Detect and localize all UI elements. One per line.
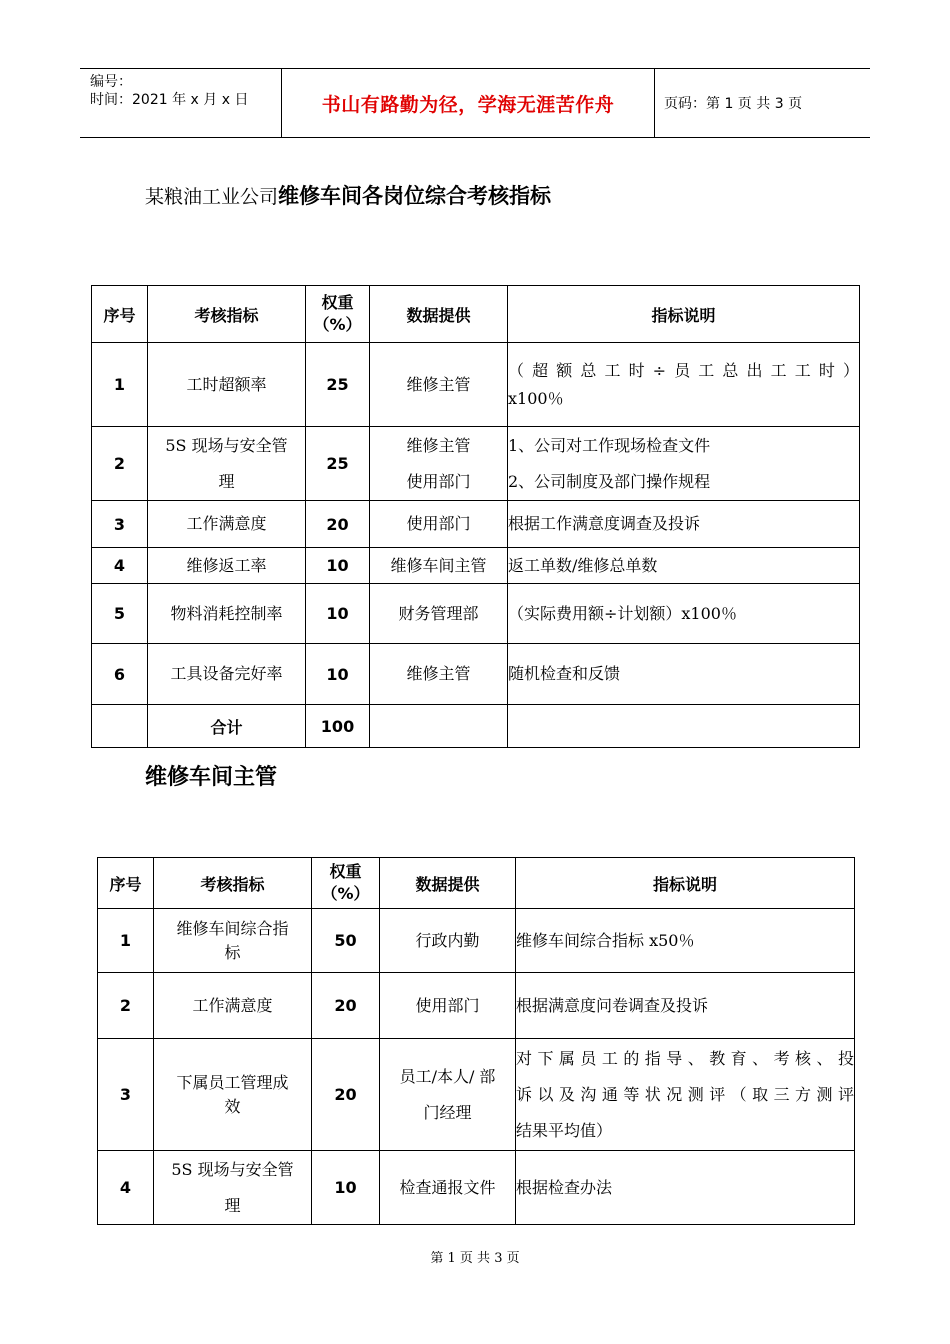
total-empty-cell	[92, 705, 148, 748]
row-provider: 维修主管	[370, 343, 508, 427]
desc-line: 对下属员工的指导、教育、考核、投	[516, 1048, 854, 1068]
row-index: 物料消耗控制率	[148, 584, 306, 644]
col-header-provider: 数据提供	[370, 286, 508, 343]
row-no: 4	[92, 548, 148, 584]
col-header-index: 考核指标	[154, 858, 312, 909]
table-row	[98, 1039, 855, 1151]
row-index	[154, 1039, 312, 1151]
row-provider	[380, 1039, 516, 1151]
index-line: 5S 现场与安全管	[165, 435, 288, 455]
index-line: 下属员工管理成	[176, 1072, 289, 1092]
row-provider: 维修主管	[370, 644, 508, 705]
row-no: 3	[92, 501, 148, 548]
document-title	[145, 180, 551, 210]
title-prefix: 某粮油工业公司	[145, 186, 279, 208]
table-row	[98, 1151, 855, 1225]
row-desc: 随机检查和反馈	[508, 644, 860, 705]
table-row	[98, 909, 855, 973]
table-row	[92, 427, 860, 501]
row-desc: 根据工作满意度调查及投诉	[508, 501, 860, 548]
total-weight: 100	[306, 705, 370, 748]
col-header-weight: 权重 （%）	[312, 858, 380, 909]
row-provider: 财务管理部	[370, 584, 508, 644]
row-weight: 20	[306, 501, 370, 548]
provider-line: 维修主管	[406, 435, 471, 455]
row-index: 工具设备完好率	[148, 644, 306, 705]
desc-line: （超额总工时÷员工总出工工时）	[508, 360, 859, 380]
row-weight: 10	[306, 584, 370, 644]
row-index	[154, 909, 312, 973]
row-no: 5	[92, 584, 148, 644]
row-desc: 根据检查办法	[516, 1151, 855, 1225]
total-row	[92, 705, 860, 748]
row-desc	[508, 427, 860, 501]
row-provider: 检查通报文件	[380, 1151, 516, 1225]
table-row	[98, 973, 855, 1039]
page-header	[80, 68, 870, 138]
section-title: 维修车间主管	[145, 765, 278, 790]
col-header-desc: 指标说明	[516, 858, 855, 909]
row-no: 4	[98, 1151, 154, 1225]
table-row	[92, 501, 860, 548]
row-desc: 根据满意度问卷调查及投诉	[516, 973, 855, 1039]
row-no: 2	[92, 427, 148, 501]
desc-line: 诉以及沟通等状况测评（取三方测评	[516, 1084, 854, 1104]
col-header-no: 序号	[98, 858, 154, 909]
title-main: 维修车间各岗位综合考核指标	[278, 184, 552, 208]
total-label: 合计	[148, 705, 306, 748]
index-line: 效	[224, 1096, 241, 1116]
provider-line: 使用部门	[406, 471, 471, 491]
row-provider: 行政内勤	[380, 909, 516, 973]
table-row	[92, 343, 860, 427]
table-row	[92, 548, 860, 584]
row-index: 工作满意度	[148, 501, 306, 548]
desc-line: 2、公司制度及部门操作规程	[508, 471, 711, 491]
total-empty-cell	[508, 705, 860, 748]
desc-line: 结果平均值）	[516, 1120, 613, 1140]
table-row	[92, 584, 860, 644]
assessment-table-2	[97, 857, 855, 1225]
index-line: 标	[224, 942, 241, 962]
row-weight: 10	[306, 644, 370, 705]
desc-line: x100％	[508, 388, 564, 408]
col-header-index: 考核指标	[148, 286, 306, 343]
number-label: 编号：	[90, 74, 132, 90]
row-index	[148, 427, 306, 501]
row-desc	[516, 1039, 855, 1151]
row-desc	[508, 343, 860, 427]
row-desc: （实际费用额÷计划额）x100％	[508, 584, 860, 644]
col-header-no: 序号	[92, 286, 148, 343]
row-weight: 25	[306, 343, 370, 427]
row-index: 工作满意度	[154, 973, 312, 1039]
row-index: 工时超额率	[148, 343, 306, 427]
motto: 书山有路勤为径，学海无涯苦作舟	[321, 93, 615, 116]
row-no: 2	[98, 973, 154, 1039]
table-row	[92, 644, 860, 705]
total-empty-cell	[370, 705, 508, 748]
index-line: 理	[218, 471, 235, 491]
col-header-desc: 指标说明	[508, 286, 860, 343]
provider-line: 门经理	[423, 1102, 472, 1122]
index-line: 5S 现场与安全管	[171, 1159, 294, 1179]
index-line: 理	[224, 1195, 241, 1215]
row-index	[154, 1151, 312, 1225]
row-index: 维修返工率	[148, 548, 306, 584]
row-weight: 20	[312, 973, 380, 1039]
header-motto-cell	[281, 69, 655, 137]
table-header-row	[98, 858, 855, 909]
table-header-row	[92, 286, 860, 343]
row-provider: 使用部门	[370, 501, 508, 548]
page-info: 页码：第 1 页 共 3 页	[664, 96, 803, 112]
index-line: 维修车间综合指	[176, 918, 289, 938]
row-desc: 返工单数/维修总单数	[508, 548, 860, 584]
row-weight: 25	[306, 427, 370, 501]
desc-line: 1、公司对工作现场检查文件	[508, 435, 711, 455]
row-no: 3	[98, 1039, 154, 1151]
col-header-provider: 数据提供	[380, 858, 516, 909]
row-provider: 使用部门	[380, 973, 516, 1039]
row-weight: 20	[312, 1039, 380, 1151]
col-header-weight: 权重 （%）	[306, 286, 370, 343]
time-label: 时间：2021 年 x 月 x 日	[90, 92, 249, 108]
row-weight: 10	[312, 1151, 380, 1225]
row-desc: 维修车间综合指标 x50％	[516, 909, 855, 973]
row-no: 6	[92, 644, 148, 705]
row-provider: 维修车间主管	[370, 548, 508, 584]
row-no: 1	[92, 343, 148, 427]
assessment-table-1	[91, 285, 860, 748]
provider-line: 员工/本人/ 部	[399, 1066, 496, 1086]
row-provider	[370, 427, 508, 501]
row-no: 1	[98, 909, 154, 973]
row-weight: 50	[312, 909, 380, 973]
row-weight: 10	[306, 548, 370, 584]
header-meta	[80, 69, 281, 137]
page-footer: 第 1 页 共 3 页	[430, 1251, 520, 1266]
